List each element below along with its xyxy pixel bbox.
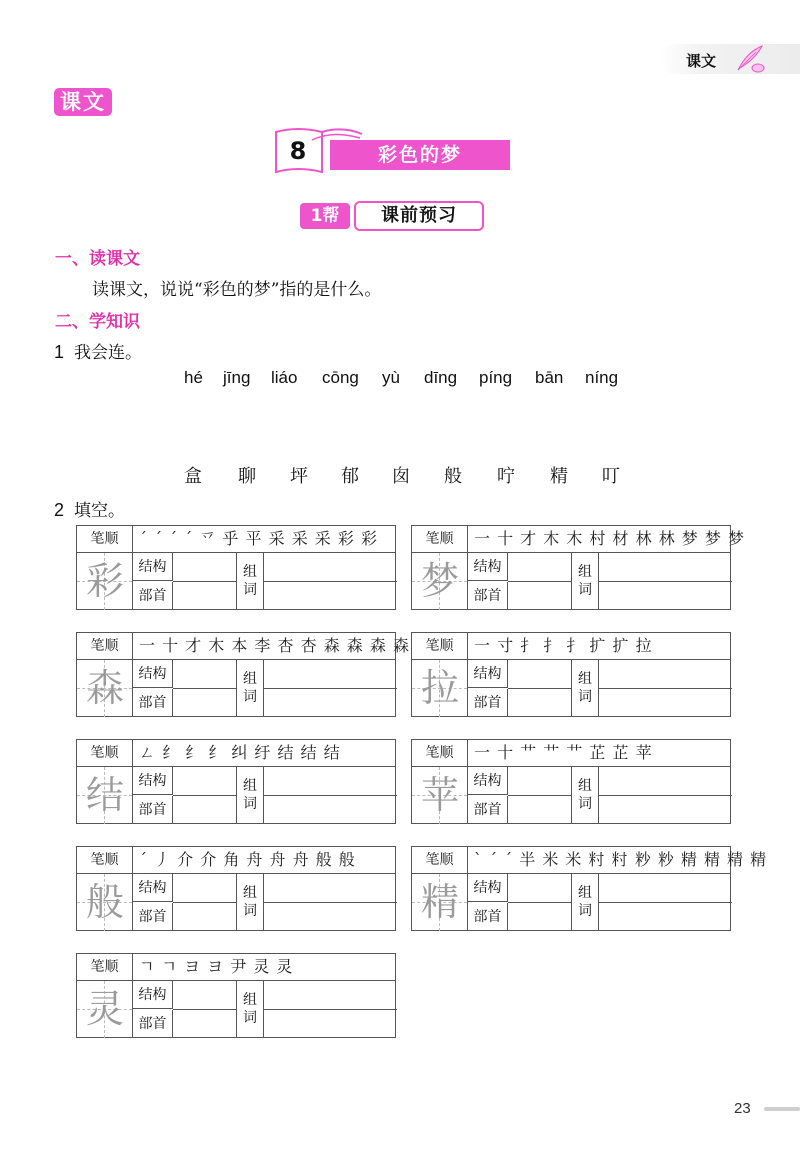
help-box <box>300 200 486 232</box>
words-answer-field[interactable] <box>264 1009 397 1010</box>
structure-label: 结构 <box>468 767 508 795</box>
words-answer-field[interactable] <box>599 581 732 582</box>
stroke-order-label: 笔顺 <box>77 740 133 767</box>
character-card <box>76 632 410 717</box>
character-card <box>411 846 768 931</box>
words-label-2: 词 <box>578 689 592 705</box>
hanzi-item[interactable]: 囱 <box>392 466 410 487</box>
pinyin-item[interactable]: bān <box>535 368 564 387</box>
words-label-1: 组 <box>578 778 592 794</box>
stroke-order-sequence: 一 十 才 木 木 村 材 林 林 梦 梦 梦 <box>474 529 745 548</box>
tracing-character: 精 <box>420 880 459 924</box>
character-grid-cell <box>77 767 133 824</box>
header-tab <box>660 44 800 74</box>
hanzi-item[interactable]: 郁 <box>341 466 359 487</box>
hanzi-item[interactable]: 聊 <box>238 466 256 487</box>
structure-answer-field[interactable] <box>173 981 237 1010</box>
words-label-1: 组 <box>243 885 257 901</box>
hanzi-item[interactable]: 般 <box>444 466 462 487</box>
tracing-character: 灵 <box>85 987 124 1031</box>
radical-answer-field[interactable] <box>173 1010 237 1038</box>
tracing-character: 拉 <box>420 666 459 710</box>
radical-label: 部首 <box>133 1010 173 1038</box>
words-label-2: 词 <box>578 903 592 919</box>
structure-answer-field[interactable] <box>508 767 572 796</box>
character-grid-cell <box>412 553 468 610</box>
pinyin-item[interactable]: níng <box>585 368 619 387</box>
radical-label: 部首 <box>468 903 508 931</box>
stroke-order-label: 笔顺 <box>412 526 468 553</box>
character-card <box>76 525 396 610</box>
stroke-order-sequence: ㄥ 纟 纟 纟 纠 纡 结 结 结 <box>139 743 341 762</box>
words-answer-field[interactable] <box>599 688 732 689</box>
words-answer-field[interactable] <box>264 581 397 582</box>
words-label-2: 词 <box>578 582 592 598</box>
structure-label: 结构 <box>133 553 173 581</box>
character-grid-cell <box>412 767 468 824</box>
radical-answer-field[interactable] <box>173 582 237 610</box>
structure-answer-field[interactable] <box>173 660 237 689</box>
radical-label: 部首 <box>133 689 173 717</box>
structure-label: 结构 <box>133 660 173 688</box>
character-card <box>76 739 396 824</box>
words-label <box>572 767 599 824</box>
header-label: 课文 <box>686 52 717 70</box>
section-badge: 课文 <box>54 88 112 116</box>
words-label-2: 词 <box>243 903 257 919</box>
structure-answer-field[interactable] <box>508 874 572 903</box>
words-label-2: 词 <box>243 796 257 812</box>
radical-label: 部首 <box>133 582 173 610</box>
tracing-character: 结 <box>85 773 124 817</box>
structure-label: 结构 <box>468 553 508 581</box>
structure-answer-field[interactable] <box>173 553 237 582</box>
words-answer-field[interactable] <box>599 902 732 903</box>
radical-answer-field[interactable] <box>508 903 572 931</box>
structure-label: 结构 <box>468 660 508 688</box>
words-label <box>572 660 599 717</box>
structure-answer-field[interactable] <box>508 553 572 582</box>
words-label-1: 组 <box>578 564 592 580</box>
words-label <box>237 874 264 931</box>
radical-label: 部首 <box>468 796 508 824</box>
words-label <box>572 553 599 610</box>
stroke-order-row <box>412 740 730 767</box>
radical-label: 部首 <box>468 582 508 610</box>
stroke-order-row <box>77 633 410 660</box>
radical-label: 部首 <box>133 903 173 931</box>
words-answer-field[interactable] <box>264 795 397 796</box>
words-label-1: 组 <box>578 885 592 901</box>
stroke-order-label: 笔顺 <box>77 526 133 553</box>
stroke-order-label: 笔顺 <box>77 633 133 660</box>
part2-heading: 二、学知识 <box>55 312 140 332</box>
structure-answer-field[interactable] <box>508 660 572 689</box>
words-label-1: 组 <box>243 992 257 1008</box>
help-name: 课前预习 <box>354 201 484 231</box>
q2-prompt <box>54 496 125 521</box>
words-label-2: 词 <box>243 689 257 705</box>
structure-label: 结构 <box>468 874 508 902</box>
pinyin-item[interactable]: píng <box>479 368 513 387</box>
stroke-order-label: 笔顺 <box>412 847 468 874</box>
structure-label: 结构 <box>133 874 173 902</box>
q1-text: 我会连。 <box>74 343 143 363</box>
character-card <box>411 632 731 717</box>
q2-number: 2 <box>54 500 65 520</box>
words-label-2: 词 <box>243 582 257 598</box>
tracing-character: 梦 <box>420 559 459 603</box>
character-card <box>411 525 745 610</box>
stroke-order-label: 笔顺 <box>77 847 133 874</box>
stroke-order-row <box>77 954 395 981</box>
structure-label: 结构 <box>133 767 173 795</box>
feather-ink-icon <box>732 44 772 74</box>
words-label-1: 组 <box>243 671 257 687</box>
page-bar <box>764 1107 800 1111</box>
page-number: 23 <box>734 1100 751 1117</box>
q1-prompt <box>54 338 142 363</box>
character-card <box>76 953 396 1038</box>
lesson-number: 8 <box>289 137 307 165</box>
tracing-character: 森 <box>85 666 124 710</box>
q1-number: 1 <box>54 342 65 362</box>
stroke-order-row <box>77 847 395 874</box>
words-label <box>237 767 264 824</box>
stroke-order-sequence: 一 寸 扌 扌 扌 扩 扩 拉 <box>474 636 653 655</box>
words-label <box>237 981 264 1038</box>
words-label-1: 组 <box>243 778 257 794</box>
pinyin-item[interactable]: liáo <box>271 368 298 387</box>
stroke-order-label: 笔顺 <box>77 954 133 981</box>
stroke-order-label: 笔顺 <box>412 740 468 767</box>
stroke-order-sequence: ˋ ˊ ˊ 半 米 米 籿 籿 粆 粆 精 精 精 精 <box>474 850 768 869</box>
lesson-title: 彩色的梦 <box>330 140 510 170</box>
hanzi-item[interactable]: 坪 <box>290 466 308 487</box>
tracing-character: 般 <box>85 880 124 924</box>
structure-answer-field[interactable] <box>173 767 237 796</box>
character-grid-cell <box>77 660 133 717</box>
stroke-order-row <box>412 633 730 660</box>
character-card <box>411 739 731 824</box>
hanzi-item[interactable]: 咛 <box>497 466 515 487</box>
stroke-order-sequence: ㄱ ㄱ ヨ ヨ 尹 灵 灵 <box>139 957 294 976</box>
q2-text: 填空。 <box>74 501 126 521</box>
stroke-order-sequence: ˊ 丿 介 介 角 舟 舟 舟 般 般 <box>139 850 356 869</box>
radical-answer-field[interactable] <box>508 796 572 824</box>
character-grid-cell <box>412 660 468 717</box>
stroke-order-sequence: 一 十 艹 艹 艹 芷 芷 苹 <box>474 743 653 762</box>
pinyin-item[interactable]: cōng <box>322 368 359 387</box>
hanzi-item[interactable]: 精 <box>550 466 568 487</box>
pinyin-item[interactable]: hé <box>184 368 203 387</box>
structure-answer-field[interactable] <box>173 874 237 903</box>
words-label <box>237 660 264 717</box>
pinyin-row <box>0 368 800 390</box>
tracing-character: 彩 <box>85 559 124 603</box>
pinyin-item[interactable]: yù <box>382 368 400 387</box>
stroke-order-row <box>77 526 395 553</box>
help-tag: 1帮 <box>300 203 350 229</box>
radical-answer-field[interactable] <box>173 903 237 931</box>
character-grid-cell <box>77 874 133 931</box>
part1-heading: 一、读课文 <box>55 249 140 269</box>
stroke-order-row <box>77 740 395 767</box>
radical-label: 部首 <box>133 796 173 824</box>
radical-label: 部首 <box>468 689 508 717</box>
stroke-order-sequence: ˊ ˊ ˊ ˊ 乊 乎 平 采 采 采 彩 彩 <box>139 529 378 548</box>
character-grid-cell <box>77 553 133 610</box>
character-grid-cell <box>77 981 133 1038</box>
hanzi-row <box>0 462 800 486</box>
character-card <box>76 846 396 931</box>
part1-text: 读课文，说说“彩色的梦”指的是什么。 <box>92 280 382 300</box>
hanzi-item[interactable]: 叮 <box>602 466 620 487</box>
pinyin-item[interactable]: jīng <box>223 368 251 387</box>
stroke-order-row <box>412 847 768 874</box>
structure-label: 结构 <box>133 981 173 1009</box>
radical-answer-field[interactable] <box>173 796 237 824</box>
words-answer-field[interactable] <box>599 795 732 796</box>
words-label-2: 词 <box>578 796 592 812</box>
radical-answer-field[interactable] <box>508 689 572 717</box>
words-label <box>237 553 264 610</box>
stroke-order-label: 笔顺 <box>412 633 468 660</box>
radical-answer-field[interactable] <box>173 689 237 717</box>
hanzi-item[interactable]: 盒 <box>184 466 202 487</box>
tracing-character: 苹 <box>420 773 459 817</box>
lesson-title-box <box>272 126 512 176</box>
words-label-1: 组 <box>243 564 257 580</box>
words-label <box>572 874 599 931</box>
pinyin-item[interactable]: dīng <box>424 368 458 387</box>
stroke-order-row <box>412 526 745 553</box>
words-label-1: 组 <box>578 671 592 687</box>
words-answer-field[interactable] <box>264 688 397 689</box>
stroke-order-sequence: 一 十 才 木 本 李 杏 杏 森 森 森 森 <box>139 636 410 655</box>
radical-answer-field[interactable] <box>508 582 572 610</box>
character-grid-cell <box>412 874 468 931</box>
words-answer-field[interactable] <box>264 902 397 903</box>
words-label-2: 词 <box>243 1010 257 1026</box>
